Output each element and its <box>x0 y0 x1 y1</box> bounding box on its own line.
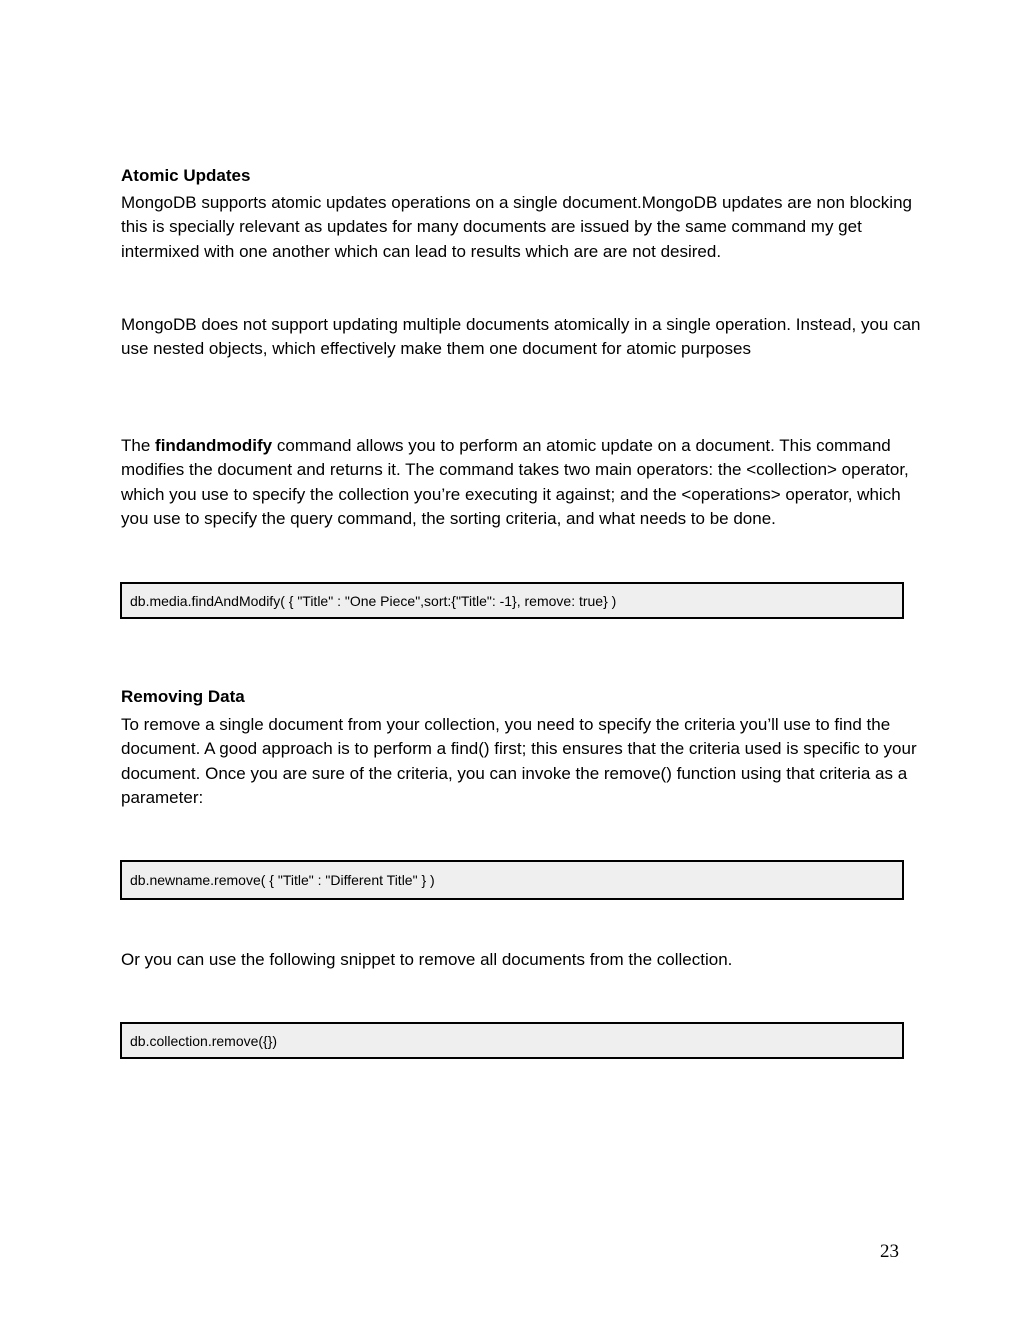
findandmodify-term: findandmodify <box>155 436 273 455</box>
page-number: 23 <box>880 1241 899 1262</box>
paragraph-findandmodify-rest: command allows you to perform an atomic update on a document. This command modifies the document and returns it. The command takes two main operators: the <collection> operator, which you use to specify the collection you’re executing it against; and the <operations> operator, which you use to specify the query command, the sorting criteria, and what needs to be done. <box>121 436 909 529</box>
paragraph-findandmodify-lead: The <box>121 436 156 455</box>
section-heading-removing-data: Removing Data <box>121 687 245 706</box>
code-remove-title-text: db.newname.remove( { "Title" : "Different Title" } ) <box>130 872 435 888</box>
code-remove-all-text: db.collection.remove({}) <box>130 1032 278 1049</box>
code-findandmodify-text: db.media.findAndModify( { "Title" : "One Piece",sort:{"Title": -1}, remove: true} ) <box>130 592 617 609</box>
paragraph-findandmodify <box>121 434 921 532</box>
code-block-findandmodify <box>120 582 904 619</box>
code-block-remove-all <box>120 1022 904 1059</box>
section-heading-atomic-updates: Atomic Updates <box>121 166 251 185</box>
paragraph-remove-all: Or you can use the following snippet to remove all documents from the collection. <box>121 950 733 969</box>
paragraph-multiple-documents: MongoDB does not support updating multiple documents atomically in a single operation. Instead, you can use nested objects, which effectively make them one document for atomic purposes <box>121 315 921 359</box>
code-block-remove-title <box>120 860 904 900</box>
paragraph-atomic-updates-intro: MongoDB supports atomic updates operations on a single document.MongoDB updates are non blocking this is specially relevant as updates for many documents are issued by the same command my get intermixed with one another which can lead to results which are are not desired. <box>121 193 912 261</box>
paragraph-removing-data: To remove a single document from your collection, you need to specify the criteria you’ll use to find the document. A good approach is to perform a find() first; this ensures that the criteria used is specific to your document. Once you are sure of the criteria, you can invoke the remove() function using that criteria as a parameter: <box>121 715 917 808</box>
